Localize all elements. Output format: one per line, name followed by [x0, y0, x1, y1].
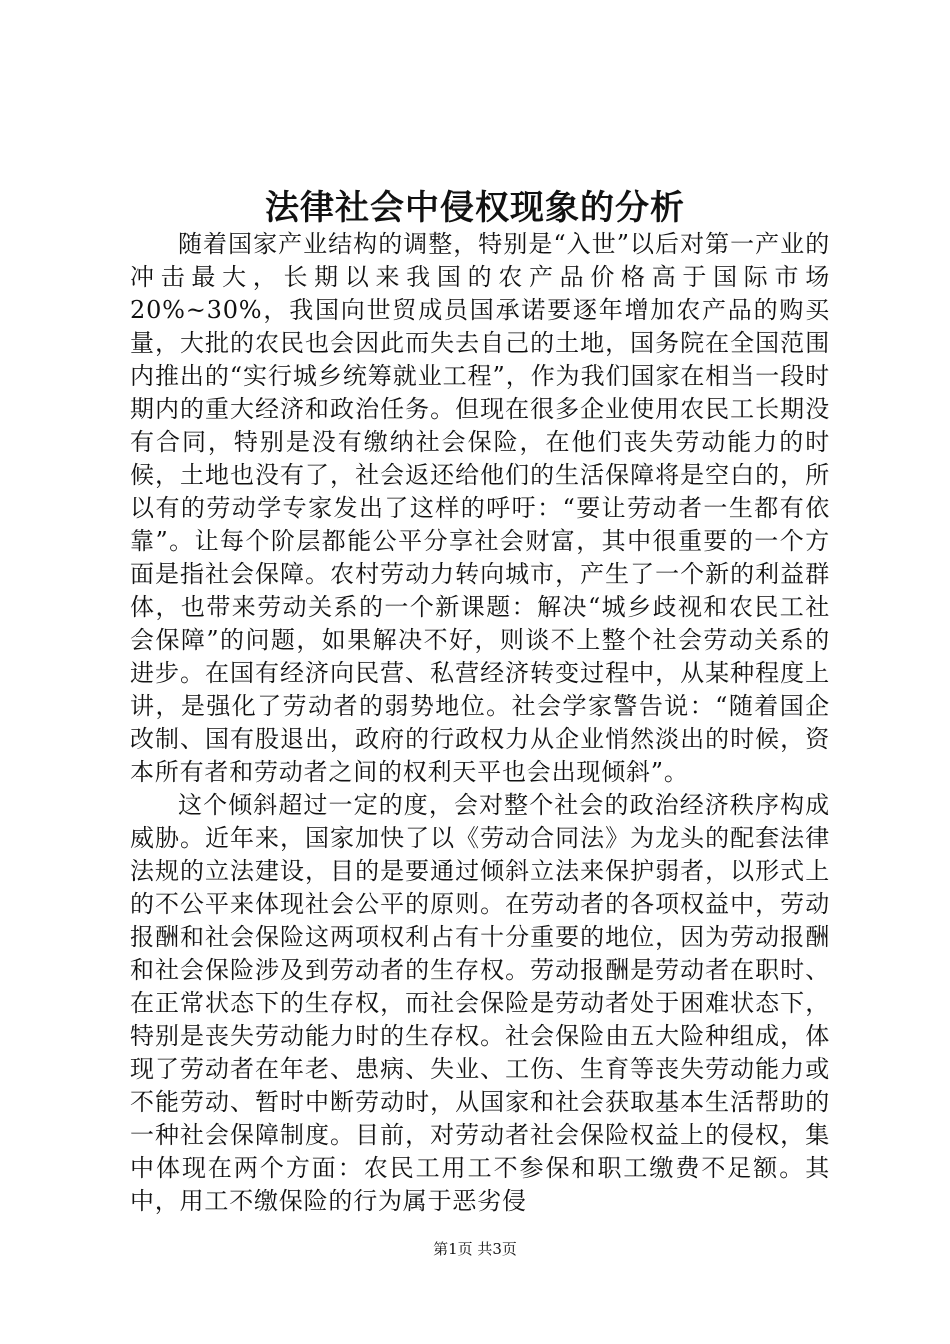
document-title: 法律社会中侵权现象的分析 [265, 188, 685, 228]
paragraph-2: 这个倾斜超过一定的度，会对整个社会的政治经济秩序构成威胁。近年来，国家加快了以《劳动合同法》为龙头的配套法律法规的立法建设，目的是要通过倾斜立法来保护弱者，以形式上的不公平来体现社会公平的原则。在劳动者的各项权益中，劳动报酬和社会保险这两项权利占有十分重要的地位，因为劳动报酬和社会保险涉及到劳动者的生存权。劳动报酬是劳动者在职时、在正常状态下的生存权，而社会保险是劳动者处于困难状态下，特别是丧失劳动能力时的生存权。社会保险由五大险种组成，体现了劳动者在年老、患病、失业、工伤、生育等丧失劳动能力或不能劳动、暂时中断劳动时，从国家和社会获取基本生活帮助的一种社会保障制度。目前，对劳动者社会保险权益上的侵权，集中体现在两个方面：农民工用工不参保和职工缴费不足额。其中，用工不缴保险的行为属于恶劣侵 [130, 791, 830, 1215]
document-body [130, 228, 830, 1218]
page-footer: 第1页 共3页 [433, 1240, 517, 1258]
paragraph-1: 随着国家产业结构的调整，特别是“入世”以后对第一产业的冲击最大，长期以来我国的农产品价格高于国际市场20%~30%，我国向世贸成员国承诺要逐年增加农产品的购买量，大批的农民也会因此而失去自己的土地，国务院在全国范围内推出的“实行城乡统筹就业工程”，作为我们国家在相当一段时期内的重大经济和政治任务。但现在很多企业使用农民工长期没有合同，特别是没有缴纳社会保险，在他们丧失劳动能力的时候，土地也没有了，社会返还给他们的生活保障将是空白的，所以有的劳动学专家发出了这样的呼吁：“要让劳动者一生都有依靠”。让每个阶层都能公平分享社会财富，其中很重要的一个方面是指社会保障。农村劳动力转向城市，产生了一个新的利益群体，也带来劳动关系的一个新课题：解决“城乡歧视和农民工社会保障”的问题，如果解决不好，则谈不上整个社会劳动关系的进步。在国有经济向民营、私营经济转变过程中，从某种程度上讲，是强化了劳动者的弱势地位。社会学家警告说：“随着国企改制、国有股退出，政府的行政权力从企业悄然淡出的时候，资本所有者和劳动者之间的权利天平也会出现倾斜”。 [130, 230, 830, 786]
